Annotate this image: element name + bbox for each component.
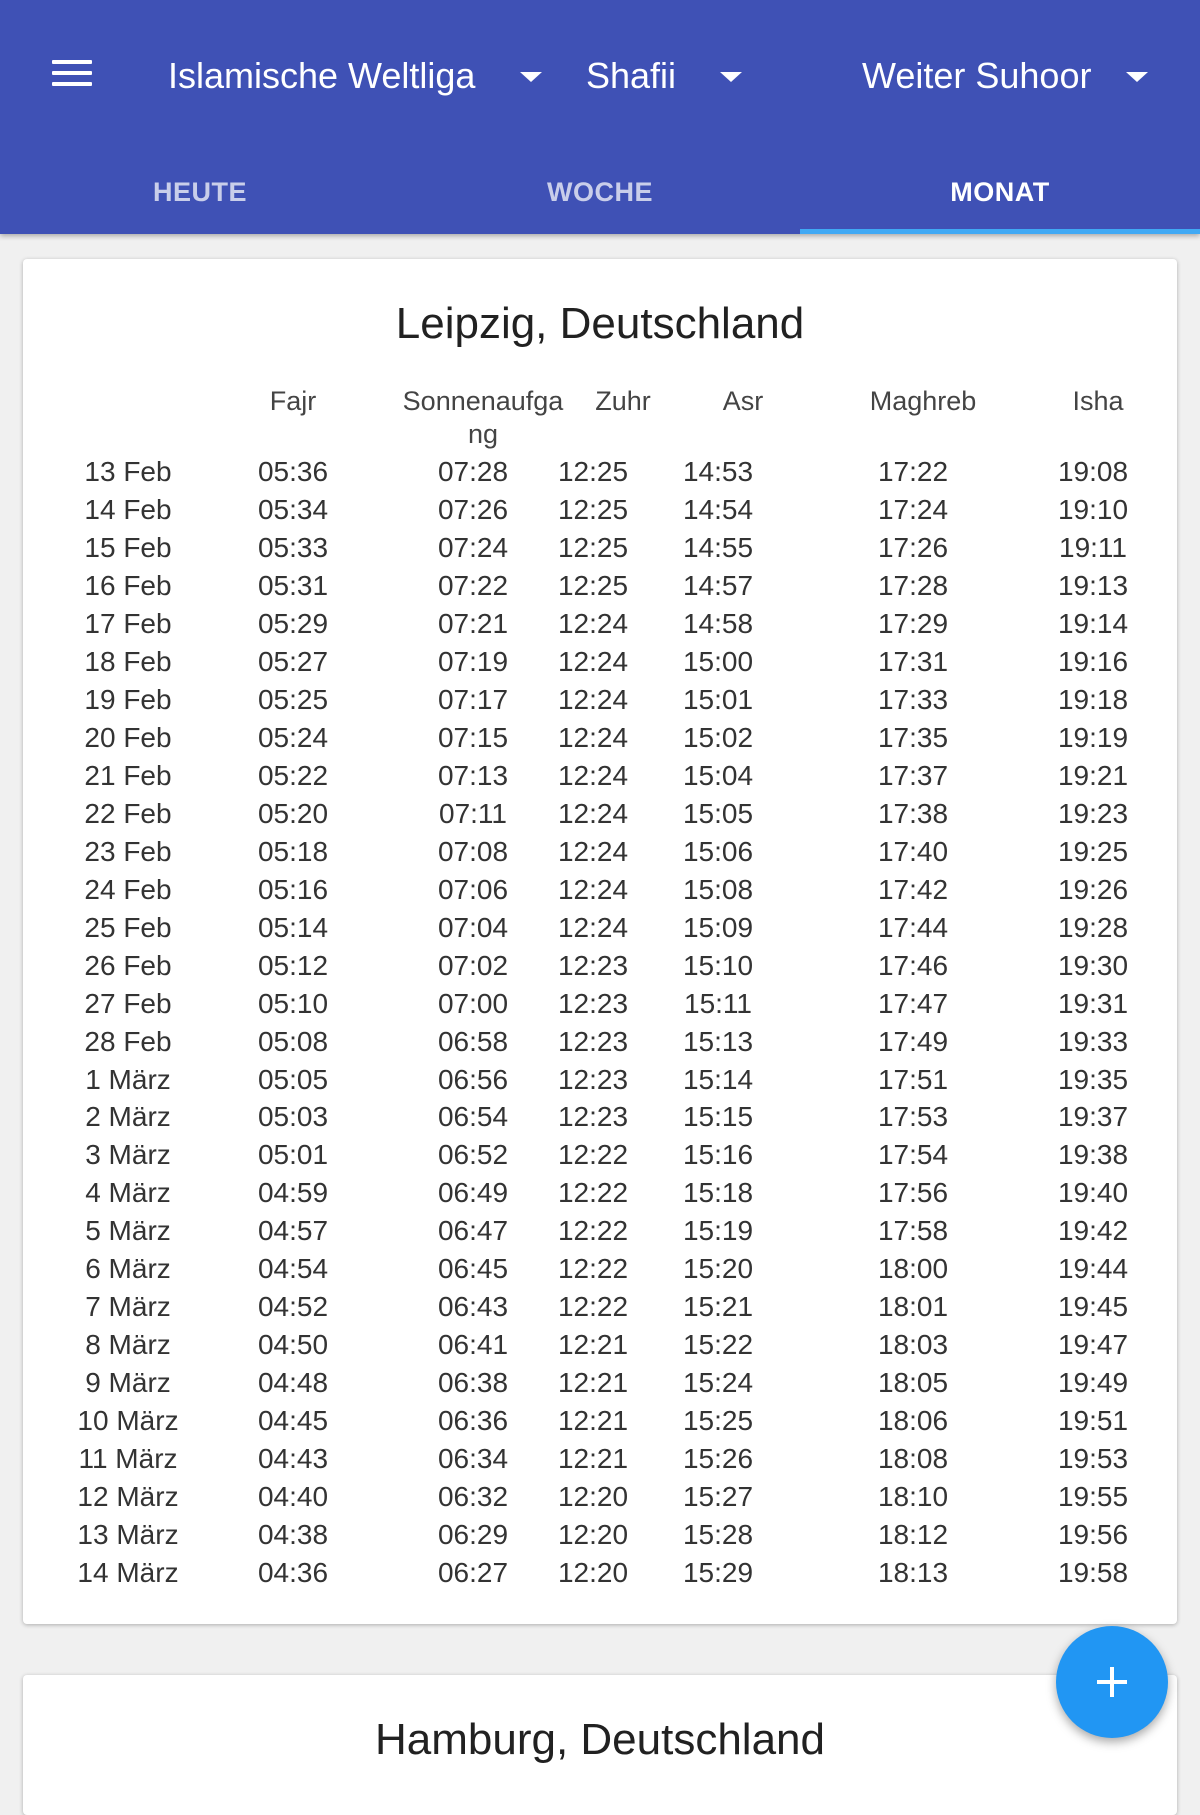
maghreb-cell: 17:38	[877, 797, 949, 829]
isha-cell: 19:38	[1057, 1139, 1129, 1171]
asr-cell: 15:16	[682, 1139, 754, 1171]
tab-bar	[0, 150, 1200, 234]
maghreb-cell: 17:58	[877, 1215, 949, 1247]
date-cell: 20 Feb	[84, 721, 172, 753]
asr-cell: 15:22	[682, 1329, 754, 1361]
table-row	[23, 1443, 1177, 1481]
maghreb-cell: 17:37	[877, 759, 949, 791]
maghreb-cell: 18:00	[877, 1253, 949, 1285]
date-cell: 8 März	[85, 1329, 171, 1361]
zuhr-cell: 12:20	[557, 1557, 629, 1589]
asr-cell: 15:01	[682, 683, 754, 715]
zuhr-cell: 12:25	[557, 493, 629, 525]
calculation-method-dropdown[interactable]	[168, 50, 548, 102]
zuhr-cell: 12:20	[557, 1519, 629, 1551]
table-row	[23, 646, 1177, 684]
sunrise-cell: 06:32	[437, 1481, 509, 1513]
header-sunrise	[393, 385, 573, 451]
zuhr-cell: 12:23	[557, 1025, 629, 1057]
zuhr-cell: 12:24	[557, 645, 629, 677]
table-row	[23, 912, 1177, 950]
alarm-dropdown[interactable]	[862, 50, 1162, 102]
table-row	[23, 1215, 1177, 1253]
sunrise-cell: 06:54	[437, 1101, 509, 1133]
table-row	[23, 798, 1177, 836]
maghreb-cell: 17:42	[877, 873, 949, 905]
table-row	[23, 1405, 1177, 1443]
asr-cell: 15:26	[682, 1443, 754, 1475]
table-row	[23, 950, 1177, 988]
date-cell: 17 Feb	[84, 607, 172, 639]
asr-cell: 15:06	[682, 835, 754, 867]
fajr-cell: 05:25	[257, 683, 329, 715]
table-row	[23, 570, 1177, 608]
asr-cell: 15:21	[682, 1291, 754, 1323]
fajr-cell: 05:12	[257, 949, 329, 981]
fajr-cell: 05:33	[257, 531, 329, 563]
asr-cell: 15:08	[682, 873, 754, 905]
isha-cell: 19:56	[1057, 1519, 1129, 1551]
table-row	[23, 874, 1177, 912]
fajr-cell: 05:01	[257, 1139, 329, 1171]
maghreb-cell: 17:53	[877, 1101, 949, 1133]
isha-cell: 19:37	[1057, 1101, 1129, 1133]
plus-icon-stroke	[1110, 1667, 1114, 1697]
sunrise-cell: 06:43	[437, 1291, 509, 1323]
sunrise-cell: 07:08	[437, 835, 509, 867]
sunrise-cell: 07:06	[437, 873, 509, 905]
zuhr-cell: 12:21	[557, 1405, 629, 1437]
isha-cell: 19:53	[1057, 1443, 1129, 1475]
sunrise-cell: 06:45	[437, 1253, 509, 1285]
isha-cell: 19:08	[1057, 456, 1129, 487]
zuhr-cell: 12:23	[557, 987, 629, 1019]
calculation-method-label: Islamische Weltliga	[168, 55, 476, 96]
fajr-cell: 04:50	[257, 1329, 329, 1361]
fajr-cell: 04:36	[257, 1557, 329, 1589]
isha-cell: 19:51	[1057, 1405, 1129, 1437]
zuhr-cell: 12:24	[557, 759, 629, 791]
city-title: Hamburg, Deutschland	[374, 1715, 825, 1764]
date-cell: 2 März	[85, 1101, 171, 1133]
fajr-cell: 05:03	[257, 1101, 329, 1133]
fajr-cell: 04:45	[257, 1405, 329, 1437]
table-row	[23, 494, 1177, 532]
date-cell: 14 Feb	[84, 493, 172, 525]
zuhr-cell: 12:22	[557, 1215, 629, 1247]
fajr-cell: 05:20	[257, 797, 329, 829]
sunrise-cell: 06:34	[437, 1443, 509, 1475]
maghreb-cell: 18:05	[877, 1367, 949, 1399]
table-row	[23, 1367, 1177, 1405]
table-row	[23, 1026, 1177, 1064]
date-cell: 11 März	[78, 1443, 178, 1475]
madhab-dropdown[interactable]	[586, 50, 756, 102]
asr-cell: 15:28	[682, 1519, 754, 1551]
fajr-cell: 05:05	[257, 1063, 329, 1095]
sunrise-cell: 06:52	[437, 1139, 509, 1171]
asr-cell: 15:05	[682, 797, 754, 829]
fajr-cell: 05:22	[257, 759, 329, 791]
table-row	[23, 836, 1177, 874]
hamburger-menu-icon[interactable]	[52, 60, 92, 90]
maghreb-cell: 18:08	[877, 1443, 949, 1475]
isha-cell: 19:42	[1057, 1215, 1129, 1247]
table-row	[23, 1139, 1177, 1177]
asr-cell: 14:53	[682, 456, 754, 487]
date-cell: 1 März	[85, 1063, 171, 1095]
app-bar	[0, 0, 1200, 234]
fajr-cell: 04:40	[257, 1481, 329, 1513]
date-cell: 13 März	[77, 1519, 179, 1551]
zuhr-cell: 12:24	[557, 721, 629, 753]
header-sunrise-line2: ng	[467, 419, 499, 449]
asr-cell: 15:11	[684, 987, 752, 1019]
zuhr-cell: 12:23	[557, 1063, 629, 1095]
date-cell: 12 März	[77, 1481, 179, 1513]
sunrise-cell: 06:56	[437, 1063, 509, 1095]
chevron-down-icon	[720, 72, 742, 82]
isha-cell: 19:33	[1057, 1025, 1129, 1057]
fajr-cell: 05:08	[257, 1025, 329, 1057]
fajr-cell: 05:31	[257, 569, 329, 601]
table-row	[23, 1177, 1177, 1215]
sunrise-cell: 06:47	[437, 1215, 509, 1247]
add-city-button[interactable]	[1056, 1626, 1168, 1738]
isha-cell: 19:31	[1057, 987, 1129, 1019]
table-row	[23, 1557, 1177, 1595]
fajr-cell: 05:10	[257, 987, 329, 1019]
isha-cell: 19:18	[1057, 683, 1129, 715]
date-cell: 28 Feb	[84, 1025, 172, 1057]
zuhr-cell: 12:22	[557, 1139, 629, 1171]
asr-cell: 15:29	[682, 1557, 754, 1589]
maghreb-cell: 18:13	[877, 1557, 949, 1589]
maghreb-cell: 17:54	[877, 1139, 949, 1171]
isha-cell: 19:58	[1057, 1557, 1129, 1589]
zuhr-cell: 12:25	[557, 569, 629, 601]
date-cell: 24 Feb	[84, 873, 172, 905]
fajr-cell: 04:57	[257, 1215, 329, 1247]
date-cell: 27 Feb	[84, 987, 172, 1019]
maghreb-cell: 17:29	[877, 607, 949, 639]
sunrise-cell: 07:15	[437, 721, 509, 753]
isha-cell: 19:35	[1057, 1063, 1129, 1095]
isha-cell: 19:28	[1057, 911, 1129, 943]
date-cell: 14 März	[77, 1557, 179, 1589]
zuhr-cell: 12:25	[557, 531, 629, 563]
zuhr-cell: 12:24	[557, 911, 629, 943]
table-row	[23, 608, 1177, 646]
alarm-label: Weiter Suhoor	[862, 55, 1092, 96]
isha-cell: 19:26	[1057, 873, 1129, 905]
sunrise-cell: 07:19	[437, 645, 509, 677]
header-sunrise-line1: Sonnenaufga	[402, 386, 564, 416]
asr-cell: 15:15	[682, 1101, 754, 1133]
table-row	[23, 1291, 1177, 1329]
sunrise-cell: 06:49	[437, 1177, 509, 1209]
asr-cell: 15:19	[682, 1215, 754, 1247]
zuhr-cell: 12:23	[557, 949, 629, 981]
maghreb-cell: 17:22	[877, 456, 949, 487]
header-asr: Asr	[722, 386, 764, 416]
date-cell: 18 Feb	[84, 645, 172, 677]
date-cell: 6 März	[85, 1253, 171, 1285]
header-zuhr: Zuhr	[595, 386, 651, 416]
table-row	[23, 1253, 1177, 1291]
date-cell: 26 Feb	[84, 949, 172, 981]
isha-cell: 19:14	[1057, 607, 1129, 639]
tab-woche[interactable]: WOCHE	[547, 176, 653, 207]
zuhr-cell: 12:24	[557, 607, 629, 639]
sunrise-cell: 07:13	[437, 759, 509, 791]
isha-cell: 19:45	[1057, 1291, 1129, 1323]
zuhr-cell: 12:21	[557, 1443, 629, 1475]
fajr-cell: 04:52	[257, 1291, 329, 1323]
date-cell: 19 Feb	[84, 683, 172, 715]
asr-cell: 14:58	[682, 607, 754, 639]
asr-cell: 15:13	[682, 1025, 754, 1057]
date-cell: 10 März	[77, 1405, 179, 1437]
maghreb-cell: 17:33	[877, 683, 949, 715]
date-cell: 25 Feb	[84, 911, 172, 943]
maghreb-cell: 17:47	[877, 987, 949, 1019]
sunrise-cell: 07:21	[437, 607, 509, 639]
fajr-cell: 04:43	[257, 1443, 329, 1475]
sunrise-cell: 07:24	[437, 531, 509, 563]
maghreb-cell: 18:03	[877, 1329, 949, 1361]
asr-cell: 15:00	[682, 645, 754, 677]
sunrise-cell: 07:22	[437, 569, 509, 601]
maghreb-cell: 17:24	[877, 493, 949, 525]
isha-cell: 19:40	[1057, 1177, 1129, 1209]
date-cell: 3 März	[85, 1139, 171, 1171]
zuhr-cell: 12:24	[557, 797, 629, 829]
header-maghreb: Maghreb	[869, 386, 977, 416]
fajr-cell: 05:18	[257, 835, 329, 867]
fajr-cell: 04:59	[257, 1177, 329, 1209]
chevron-down-icon	[520, 72, 542, 82]
asr-cell: 15:27	[682, 1481, 754, 1513]
asr-cell: 14:55	[682, 531, 754, 563]
date-cell: 5 März	[85, 1215, 171, 1247]
table-row	[23, 1064, 1177, 1102]
sunrise-cell: 07:00	[437, 987, 509, 1019]
maghreb-cell: 17:28	[877, 569, 949, 601]
isha-cell: 19:10	[1057, 493, 1129, 525]
chevron-down-icon	[1126, 72, 1148, 82]
tab-monat[interactable]: MONAT	[950, 176, 1050, 207]
date-cell: 16 Feb	[84, 569, 172, 601]
sunrise-cell: 07:11	[439, 797, 507, 829]
date-cell: 9 März	[85, 1367, 171, 1399]
fajr-cell: 05:34	[257, 493, 329, 525]
zuhr-cell: 12:21	[557, 1367, 629, 1399]
maghreb-cell: 18:10	[877, 1481, 949, 1513]
city-card-leipzig	[23, 259, 1177, 1624]
sunrise-cell: 07:04	[437, 911, 509, 943]
fajr-cell: 05:16	[257, 873, 329, 905]
header-isha: Isha	[1072, 386, 1124, 416]
date-cell: 22 Feb	[84, 797, 172, 829]
sunrise-cell: 06:41	[437, 1329, 509, 1361]
maghreb-cell: 17:44	[877, 911, 949, 943]
city-title: Leipzig, Deutschland	[395, 299, 805, 348]
date-cell: 21 Feb	[84, 759, 172, 791]
table-row	[23, 1101, 1177, 1139]
isha-cell: 19:30	[1057, 949, 1129, 981]
fajr-cell: 04:38	[257, 1519, 329, 1551]
isha-cell: 19:55	[1057, 1481, 1129, 1513]
table-row	[23, 760, 1177, 798]
maghreb-cell: 18:06	[877, 1405, 949, 1437]
table-row	[23, 456, 1177, 494]
madhab-label: Shafii	[586, 55, 677, 96]
date-cell: 7 März	[85, 1291, 171, 1323]
sunrise-cell: 07:17	[437, 683, 509, 715]
date-cell: 4 März	[85, 1177, 171, 1209]
maghreb-cell: 17:31	[877, 645, 949, 677]
isha-cell: 19:44	[1057, 1253, 1129, 1285]
fajr-cell: 05:14	[257, 911, 329, 943]
zuhr-cell: 12:21	[557, 1329, 629, 1361]
asr-cell: 15:04	[682, 759, 754, 791]
maghreb-cell: 17:56	[877, 1177, 949, 1209]
sunrise-cell: 07:02	[437, 949, 509, 981]
maghreb-cell: 17:46	[877, 949, 949, 981]
tab-heute[interactable]: HEUTE	[152, 176, 247, 207]
fajr-cell: 05:27	[257, 645, 329, 677]
isha-cell: 19:16	[1057, 645, 1129, 677]
isha-cell: 19:49	[1057, 1367, 1129, 1399]
sunrise-cell: 07:28	[437, 456, 509, 487]
table-row	[23, 1519, 1177, 1557]
zuhr-cell: 12:24	[557, 835, 629, 867]
date-cell: 13 Feb	[84, 456, 172, 487]
city-card-hamburg	[23, 1675, 1177, 1815]
isha-cell: 19:19	[1057, 721, 1129, 753]
fajr-cell: 04:48	[257, 1367, 329, 1399]
sunrise-cell: 06:27	[437, 1557, 509, 1589]
fajr-cell: 04:54	[257, 1253, 329, 1285]
date-cell: 15 Feb	[84, 531, 172, 563]
sunrise-cell: 06:38	[437, 1367, 509, 1399]
zuhr-cell: 12:23	[557, 1101, 629, 1133]
table-row	[23, 988, 1177, 1026]
date-cell: 23 Feb	[84, 835, 172, 867]
isha-cell: 19:13	[1057, 569, 1129, 601]
header-fajr: Fajr	[269, 386, 317, 416]
table-row	[23, 532, 1177, 570]
toolbar	[0, 0, 1200, 150]
fajr-cell: 05:29	[257, 607, 329, 639]
zuhr-cell: 12:22	[557, 1291, 629, 1323]
sunrise-cell: 06:29	[437, 1519, 509, 1551]
sunrise-cell: 07:26	[437, 493, 509, 525]
table-row	[23, 1329, 1177, 1367]
asr-cell: 15:24	[682, 1367, 754, 1399]
asr-cell: 14:57	[682, 569, 754, 601]
maghreb-cell: 18:12	[877, 1519, 949, 1551]
asr-cell: 15:02	[682, 721, 754, 753]
maghreb-cell: 17:35	[877, 721, 949, 753]
zuhr-cell: 12:20	[557, 1481, 629, 1513]
isha-cell: 19:11	[1059, 531, 1127, 563]
asr-cell: 15:09	[682, 911, 754, 943]
fajr-cell: 05:24	[257, 721, 329, 753]
asr-cell: 15:18	[682, 1177, 754, 1209]
asr-cell: 15:25	[682, 1405, 754, 1437]
table-row	[23, 1481, 1177, 1519]
maghreb-cell: 18:01	[877, 1291, 949, 1323]
maghreb-cell: 17:26	[877, 531, 949, 563]
sunrise-cell: 06:36	[437, 1405, 509, 1437]
maghreb-cell: 17:49	[877, 1025, 949, 1057]
tab-indicator	[800, 229, 1200, 234]
maghreb-cell: 17:40	[877, 835, 949, 867]
zuhr-cell: 12:24	[557, 873, 629, 905]
table-row	[23, 684, 1177, 722]
zuhr-cell: 12:22	[557, 1253, 629, 1285]
isha-cell: 19:23	[1057, 797, 1129, 829]
zuhr-cell: 12:25	[557, 456, 629, 487]
zuhr-cell: 12:24	[557, 683, 629, 715]
asr-cell: 14:54	[682, 493, 754, 525]
asr-cell: 15:10	[682, 949, 754, 981]
maghreb-cell: 17:51	[877, 1063, 949, 1095]
zuhr-cell: 12:22	[557, 1177, 629, 1209]
table-row	[23, 722, 1177, 760]
isha-cell: 19:21	[1057, 759, 1129, 791]
fajr-cell: 05:36	[257, 456, 329, 487]
sunrise-cell: 06:58	[437, 1025, 509, 1057]
asr-cell: 15:20	[682, 1253, 754, 1285]
asr-cell: 15:14	[682, 1063, 754, 1095]
isha-cell: 19:47	[1057, 1329, 1129, 1361]
isha-cell: 19:25	[1057, 835, 1129, 867]
